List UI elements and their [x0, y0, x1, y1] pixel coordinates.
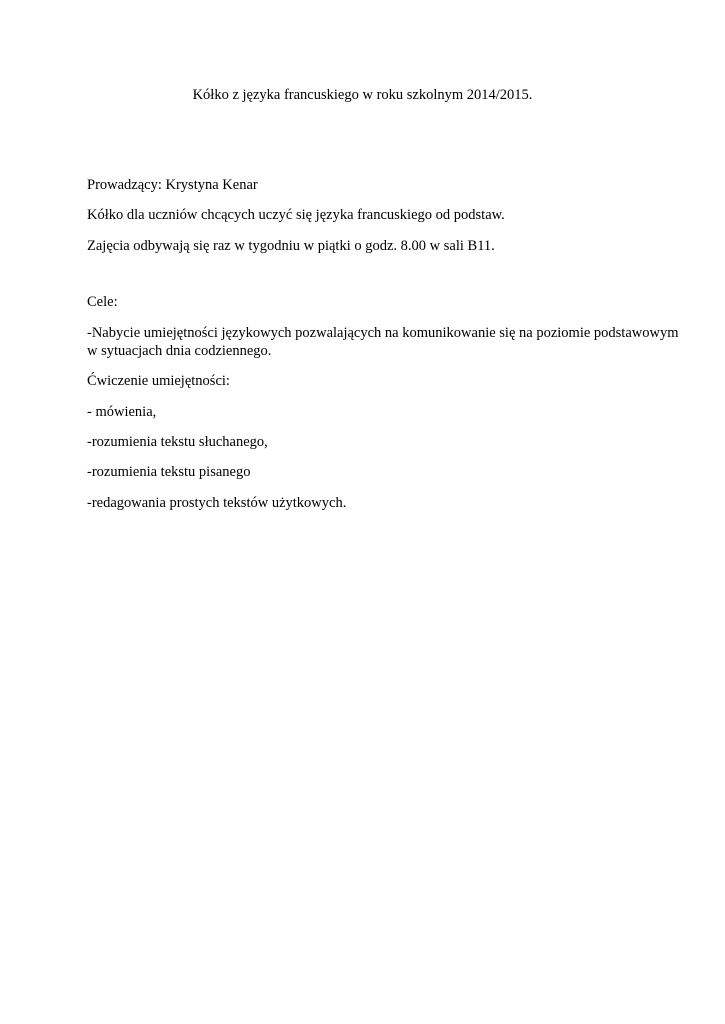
skill-item: - mówienia,	[87, 404, 157, 420]
skill-item: -redagowania prostych tekstów użytkowych.	[87, 495, 347, 511]
goal-text-line-2: w sytuacjach dnia codziennego.	[87, 343, 272, 359]
skills-heading: Ćwiczenie umiejętności:	[87, 373, 230, 389]
skill-item: -rozumienia tekstu pisanego	[87, 464, 251, 480]
description-line: Kółko dla uczniów chcących uczyć się języka francuskiego od podstaw.	[87, 207, 505, 223]
schedule-line: Zajęcia odbywają się raz w tygodniu w piątki o godz. 8.00 w sali B11.	[87, 238, 495, 254]
instructor-line: Prowadzący: Krystyna Kenar	[87, 177, 258, 193]
skill-item: -rozumienia tekstu słuchanego,	[87, 434, 268, 450]
goals-heading: Cele:	[87, 294, 118, 310]
goal-text-line-1: -Nabycie umiejętności językowych pozwalających na komunikowanie się na poziomie podstawowym	[87, 325, 679, 341]
document-title: Kółko z języka francuskiego w roku szkolnym 2014/2015.	[192, 87, 533, 103]
